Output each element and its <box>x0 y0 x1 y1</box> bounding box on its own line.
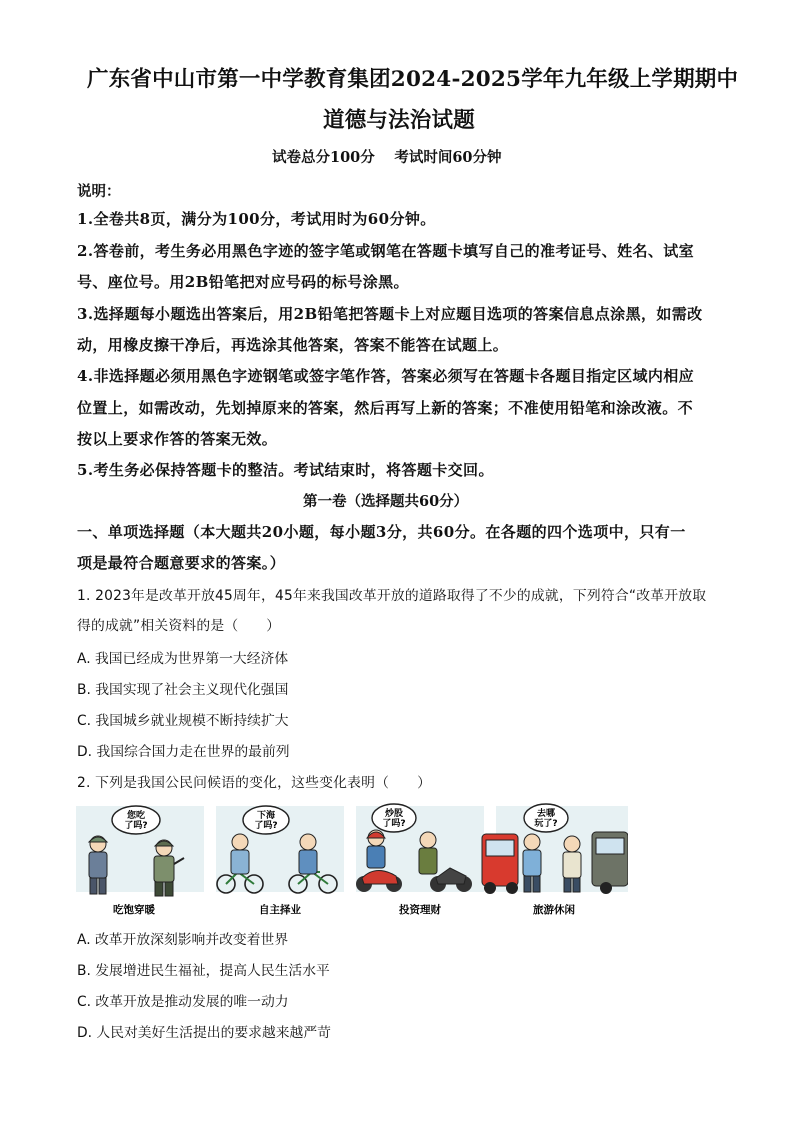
bubble-text: 了吗? <box>124 821 148 831</box>
instruction-line: 5.考生务必保持答题卡的整洁。考试结束时，将答题卡交回。 <box>77 461 494 479</box>
instruction-line: 1.全卷共8页，满分为100分，考试用时为60分钟。 <box>77 210 436 228</box>
question-1-stem: 得的成就”相关资料的是（ ） <box>77 618 281 634</box>
bubble-text: 您吃 <box>126 811 146 821</box>
question-1-option-a: A. 我国已经成为世界第一大经济体 <box>77 651 289 667</box>
bubble-text: 了吗? <box>254 821 278 831</box>
instruction-line: 2.答卷前，考生务必用黑色字迹的签字笔或钢笔在答题卡填写自己的准考证号、姓名、试室 <box>77 242 695 260</box>
question-2-option-b: B. 发展增进民生福祉，提高人民生活水平 <box>77 963 330 979</box>
question-1-option-c: C. 我国城乡就业规模不断持续扩大 <box>77 713 289 729</box>
bubble-text: 了吗? <box>382 819 406 829</box>
comic-panel-4 <box>482 804 628 916</box>
question-1-option-b: B. 我国实现了社会主义现代化强国 <box>77 682 289 698</box>
exam-info: 试卷总分100分 考试时间60分钟 <box>272 149 502 166</box>
question-2-option-a: A. 改革开放深刻影响并改变着世界 <box>77 932 289 948</box>
comic-panel-3 <box>356 804 484 916</box>
comic-caption: 旅游休闲 <box>533 904 575 916</box>
instruction-line: 4.非选择题必须用黑色字迹钢笔或签字笔作答，答案必须写在答题卡各题目指定区域内相应 <box>77 367 695 385</box>
section-title: 第一卷（选择题共60分） <box>303 493 469 510</box>
instruction-line: 3.选择题每小题选出答案后，用2B铅笔把答题卡上对应题目选项的答案信息点涂黑，如需改 <box>77 305 703 323</box>
bubble-text: 炒股 <box>384 809 404 819</box>
part-heading: 项是最符合题意要求的答案。） <box>77 554 286 572</box>
comic-caption: 自主择业 <box>259 904 301 916</box>
question-2-stem: 2. 下列是我国公民问候语的变化，这些变化表明（ ） <box>77 775 432 791</box>
instruction-line: 按以上要求作答的答案无效。 <box>77 430 278 448</box>
question-2-option-d: D. 人民对美好生活提出的要求越来越严苛 <box>77 1025 331 1041</box>
greetings-comic <box>76 798 628 918</box>
comic-panel-1 <box>76 806 204 916</box>
comic-caption: 吃饱穿暖 <box>113 904 155 916</box>
comic-caption: 投资理财 <box>399 904 441 916</box>
bubble-text: 下海 <box>256 811 276 821</box>
question-2-option-c: C. 改革开放是推动发展的唯一动力 <box>77 994 289 1010</box>
instruction-line: 位置上，如需改动，先划掉原来的答案，然后再写上新的答案；不准使用铅笔和涂改液。不 <box>77 399 694 417</box>
question-1-option-d: D. 我国综合国力走在世界的最前列 <box>77 744 290 760</box>
page-subtitle: 道德与法治试题 <box>323 108 475 133</box>
instructions-heading: 说明： <box>77 183 121 200</box>
bubble-text: 玩了? <box>534 819 558 829</box>
bubble-text: 去哪 <box>536 809 556 819</box>
question-1-stem: 1. 2023年是改革开放45周年，45年来我国改革开放的道路取得了不少的成就，下列符合“改革开放取 <box>77 588 707 604</box>
instruction-line: 动，用橡皮擦干净后，再选涂其他答案，答案不能答在试题上。 <box>77 336 509 354</box>
part-heading: 一、单项选择题（本大题共20小题，每小题3分，共60分。在各题的四个选项中，只有一 <box>77 523 686 541</box>
page-title: 广东省中山市第一中学教育集团2024-2025学年九年级上学期期中 <box>87 67 739 92</box>
instruction-line: 号、座位号。用2B铅笔把对应号码的标号涂黑。 <box>77 273 409 291</box>
comic-panel-2 <box>216 806 344 916</box>
